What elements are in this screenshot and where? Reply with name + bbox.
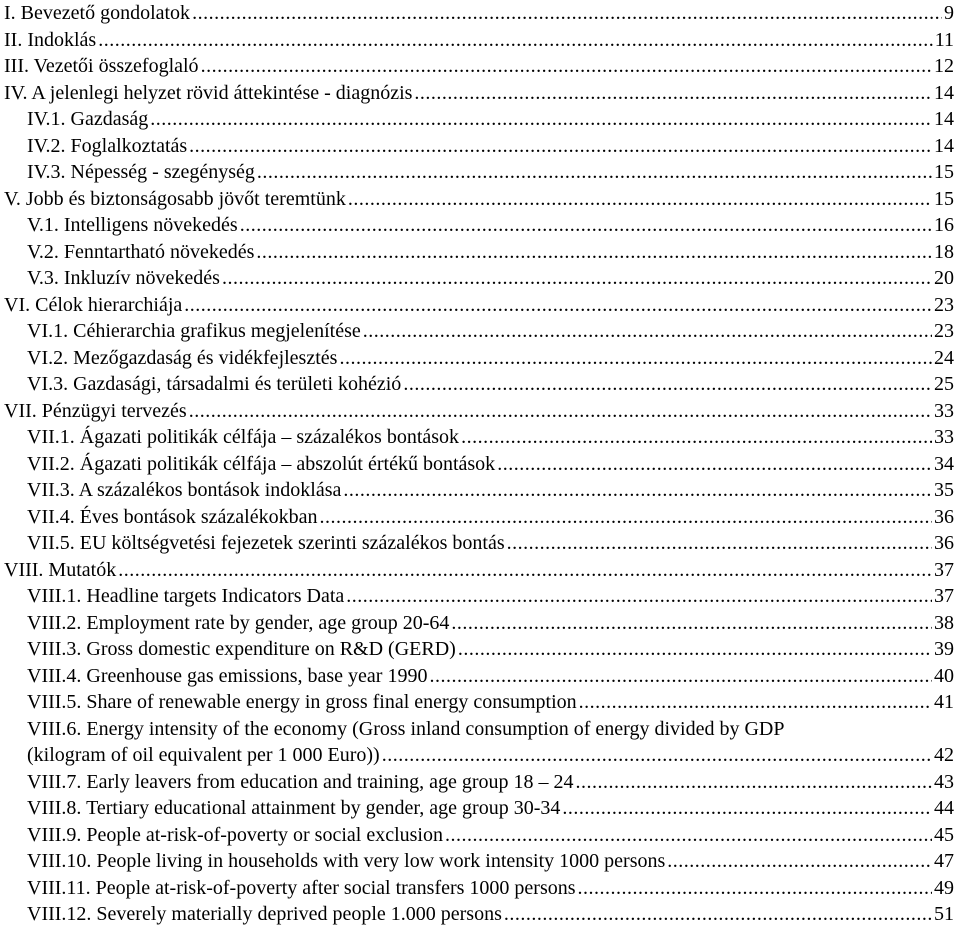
- toc-entry[interactable]: [4, 610, 954, 637]
- dot-leader: [363, 318, 932, 345]
- dot-leader: [118, 557, 932, 584]
- toc-entry-title: VIII. Mutatók: [4, 558, 117, 581]
- toc-entry-title: VIII.4. Greenhouse gas emissions, base year 1990: [27, 664, 428, 687]
- dot-leader: [461, 424, 932, 451]
- dot-leader: [575, 769, 932, 796]
- toc-entry-title: VIII.2. Employment rate by gender, age group 20-64: [27, 611, 450, 634]
- toc-entry-page-number: 14: [934, 108, 954, 130]
- toc-entry-page-number: 40: [934, 664, 954, 687]
- toc-entry-title: VIII.11. People at-risk-of-poverty after social transfers 1000 persons: [27, 876, 576, 899]
- toc-entry-title: VII.1. Ágazati politikák célfája – százalékos bontások: [27, 426, 460, 448]
- toc-entry[interactable]: [4, 265, 954, 292]
- toc-entry[interactable]: [4, 795, 954, 822]
- toc-entry-title: VIII.5. Share of renewable energy in gross final energy consumption: [27, 691, 577, 713]
- toc-entry-page-number: 45: [934, 823, 954, 846]
- toc-entry-title: V.1. Intelligens növekedés: [27, 214, 238, 236]
- toc-entry-title: VIII.7. Early leavers from education and training, age group 18 – 24: [27, 770, 574, 793]
- toc-entry[interactable]: [4, 53, 954, 80]
- toc-entry-title: VI. Célok hierarchiája: [4, 293, 183, 316]
- toc-entry-title: IV.1. Gazdaság: [27, 108, 149, 130]
- dot-leader: [240, 212, 932, 239]
- toc-entry[interactable]: [4, 345, 954, 372]
- toc-entry[interactable]: [4, 398, 954, 425]
- toc-entry-title: VII.5. EU költségvetési fejezetek szerinti százalékos bontás: [27, 532, 505, 554]
- toc-entry-page-number: 37: [934, 558, 954, 581]
- toc-entry[interactable]: [4, 106, 954, 133]
- toc-entry[interactable]: [4, 689, 954, 716]
- toc-entry-page-number: 44: [934, 797, 954, 819]
- toc-entry-page-number: 35: [934, 479, 954, 501]
- dot-leader: [201, 53, 932, 80]
- toc-entry-page-number: 23: [934, 320, 954, 342]
- dot-leader: [451, 610, 932, 637]
- toc-entry-page-number: 11: [934, 28, 954, 51]
- toc-entry-title-continued: (kilogram of oil equivalent per 1 000 Euro)): [27, 744, 380, 766]
- dot-leader: [562, 795, 932, 822]
- dot-leader: [343, 477, 932, 504]
- toc-entry-title: VII.4. Éves bontások százalékokban: [27, 505, 318, 528]
- dot-leader: [348, 186, 932, 213]
- toc-entry-title: V. Jobb és biztonságosabb jövőt teremtünk: [4, 187, 346, 210]
- dot-leader: [189, 398, 932, 425]
- dot-leader: [382, 742, 932, 769]
- toc-entry-title: VI.2. Mezőgazdaság és vidékfejlesztés: [27, 346, 338, 369]
- toc-entry-continuation: [27, 742, 954, 769]
- toc-entry[interactable]: [4, 27, 954, 54]
- toc-entry[interactable]: [4, 583, 954, 610]
- toc-entry-page-number: 33: [934, 399, 954, 422]
- toc-entry[interactable]: [4, 80, 954, 107]
- toc-entry[interactable]: [4, 716, 954, 769]
- toc-entry-page-number: 36: [934, 505, 954, 528]
- toc-entry-page-number: 43: [934, 770, 954, 793]
- toc-entry-page-number: 16: [934, 214, 954, 236]
- toc-entry[interactable]: [4, 901, 954, 928]
- toc-entry[interactable]: [4, 292, 954, 319]
- toc-entry-page-number: 15: [934, 187, 954, 210]
- toc-entry-title: V.2. Fenntartható növekedés: [27, 240, 255, 263]
- toc-entry[interactable]: [4, 875, 954, 902]
- toc-list: [4, 0, 954, 928]
- toc-entry[interactable]: [4, 212, 954, 239]
- toc-entry[interactable]: [4, 159, 954, 186]
- toc-entry-page-number: 24: [934, 346, 954, 369]
- toc-entry[interactable]: [4, 504, 954, 531]
- toc-entry-page-number: 15: [934, 161, 954, 183]
- toc-entry-page-number: 39: [934, 638, 954, 660]
- toc-entry-page-number: 37: [934, 585, 954, 607]
- dot-leader: [346, 583, 932, 610]
- dot-leader: [429, 663, 932, 690]
- toc-entry-title: II. Indoklás: [4, 28, 97, 51]
- dot-leader: [256, 239, 932, 266]
- toc-entry-title: VII. Pénzügyi tervezés: [4, 399, 187, 422]
- toc-entry-title: I. Bevezető gondolatok: [4, 2, 191, 24]
- toc-entry-title: VIII.12. Severely materially deprived people 1.000 persons: [27, 903, 502, 925]
- toc-entry-title: VI.1. Céhierarchia grafikus megjelenítése: [27, 320, 361, 342]
- toc-entry-title: VII.3. A százalékos bontások indoklása: [27, 479, 342, 501]
- toc-entry[interactable]: [4, 663, 954, 690]
- toc-entry-page-number: 47: [934, 850, 954, 872]
- toc-entry[interactable]: [4, 424, 954, 451]
- dot-leader: [98, 27, 933, 54]
- dot-leader: [458, 636, 932, 663]
- dot-leader: [497, 451, 932, 478]
- toc-entry-page-number: 41: [934, 691, 954, 713]
- toc-entry-page-number: 38: [934, 611, 954, 634]
- dot-leader: [504, 901, 932, 928]
- toc-entry-title: VI.3. Gazdasági, társadalmi és területi kohézió: [27, 373, 402, 395]
- dot-leader: [189, 133, 932, 160]
- dot-leader: [257, 159, 932, 186]
- toc-entry-title: VIII.8. Tertiary educational attainment by gender, age group 30-34: [27, 797, 561, 819]
- toc-entry-page-number: 18: [934, 240, 954, 263]
- toc-entry-title: III. Vezetői összefoglaló: [4, 55, 199, 77]
- toc-entry-title: VIII.1. Headline targets Indicators Data: [27, 585, 345, 607]
- dot-leader: [579, 689, 932, 716]
- toc-entry[interactable]: [4, 0, 954, 27]
- toc-entry[interactable]: [4, 822, 954, 849]
- toc-entry[interactable]: [4, 451, 954, 478]
- dot-leader: [339, 345, 932, 372]
- dot-leader: [222, 265, 932, 292]
- dot-leader: [319, 504, 932, 531]
- toc-entry-title: IV. A jelenlegi helyzet rövid áttekintése - diagnózis: [4, 81, 413, 104]
- dot-leader: [414, 80, 932, 107]
- dot-leader: [445, 822, 932, 849]
- toc-entry-page-number: 34: [934, 452, 954, 475]
- toc-entry-page-number: 51: [934, 903, 954, 925]
- toc-entry-title: VIII.3. Gross domestic expenditure on R&D (GERD): [27, 638, 456, 660]
- toc-entry-title: VIII.9. People at-risk-of-poverty or social exclusion: [27, 823, 443, 846]
- toc-entry-title: VIII.6. Energy intensity of the economy (Gross inland consumption of energy divided by GDP: [27, 717, 785, 740]
- toc-entry[interactable]: [4, 530, 954, 557]
- toc-entry-page-number: 36: [934, 532, 954, 554]
- dot-leader: [507, 530, 932, 557]
- toc-entry[interactable]: [4, 769, 954, 796]
- toc-entry[interactable]: [4, 636, 954, 663]
- toc-entry[interactable]: [4, 133, 954, 160]
- toc-entry[interactable]: [4, 186, 954, 213]
- toc-entry-title: V.3. Inkluzív növekedés: [27, 267, 220, 289]
- toc-entry-page-number: 14: [934, 81, 954, 104]
- toc-entry[interactable]: [4, 477, 954, 504]
- dot-leader: [578, 875, 932, 902]
- toc-entry-title: VIII.10. People living in households with very low work intensity 1000 persons: [27, 850, 666, 872]
- toc-entry-page-number: 23: [934, 293, 954, 316]
- dot-leader: [184, 292, 932, 319]
- toc-entry[interactable]: [4, 371, 954, 398]
- toc-entry-page-number: 42: [934, 744, 954, 766]
- toc-entry-page-number: 25: [934, 373, 954, 395]
- toc-entry-page-number: 9: [944, 2, 954, 24]
- dot-leader: [403, 371, 932, 398]
- toc-entry-page-number: 49: [934, 876, 954, 899]
- toc-entry-page-number: 20: [934, 267, 954, 289]
- toc-entry[interactable]: [4, 239, 954, 266]
- toc-entry-page-number: 33: [934, 426, 954, 448]
- toc-entry[interactable]: [4, 848, 954, 875]
- toc-entry[interactable]: [4, 318, 954, 345]
- toc-entry-title: IV.3. Népesség - szegénység: [27, 161, 255, 183]
- dot-leader: [192, 0, 942, 27]
- dot-leader: [667, 848, 932, 875]
- toc-entry-page-number: 14: [934, 134, 954, 157]
- dot-leader: [150, 106, 932, 133]
- toc-entry-title: VII.2. Ágazati politikák célfája – abszolút értékű bontások: [27, 452, 496, 475]
- toc-entry-page-number: 12: [934, 55, 954, 77]
- toc-entry-title: IV.2. Foglalkoztatás: [27, 134, 188, 157]
- toc-entry[interactable]: [4, 557, 954, 584]
